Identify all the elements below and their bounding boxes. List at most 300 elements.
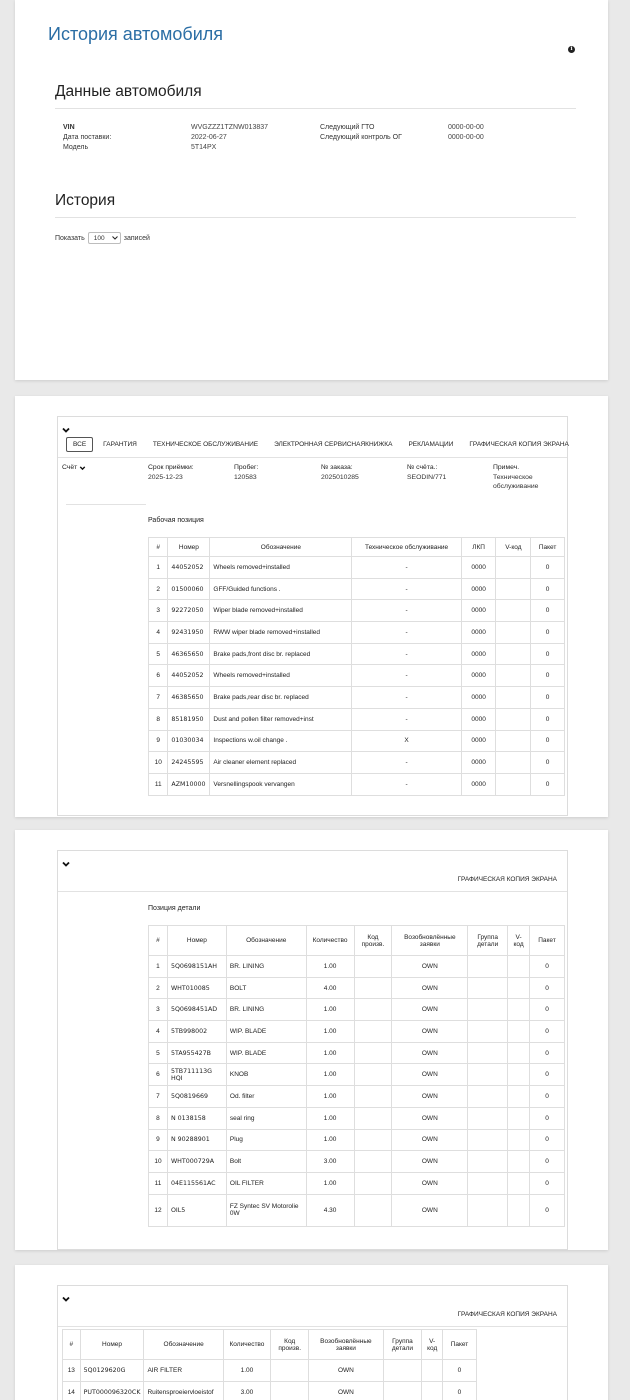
- table-cell: [354, 1172, 392, 1194]
- table-row[interactable]: [149, 1129, 565, 1151]
- table-row[interactable]: [63, 1360, 477, 1382]
- table-cell: 0000: [461, 643, 496, 665]
- parts-continued-panel: [57, 1285, 568, 1400]
- tab-bar: [66, 437, 577, 452]
- table-row[interactable]: [149, 643, 565, 665]
- table-cell: OWN: [392, 956, 468, 978]
- table-cell: OWN: [392, 1151, 468, 1173]
- table-row[interactable]: [149, 977, 565, 999]
- table-cell: 46385650: [168, 687, 210, 709]
- tab-maintenance[interactable]: ТЕХНИЧЕСКОЕ ОБСЛУЖИВАНИЕ: [152, 441, 259, 448]
- table-cell: [496, 687, 531, 709]
- vin-label: VIN: [63, 124, 75, 131]
- column-header[interactable]: ЛКП: [461, 538, 496, 557]
- table-cell: OIL5: [167, 1194, 226, 1226]
- table-cell: [496, 665, 531, 687]
- table-cell: [468, 1064, 508, 1086]
- table-cell: PUT000096320CK: [80, 1381, 144, 1400]
- table-cell: [468, 1194, 508, 1226]
- table-cell: 5Q0129620G: [80, 1360, 144, 1382]
- table-cell: [496, 752, 531, 774]
- table-cell: 01500060: [168, 578, 210, 600]
- column-header[interactable]: Количество: [223, 1330, 270, 1360]
- table-cell: 1.00: [306, 999, 354, 1021]
- tab-warranty[interactable]: ГАРАНТИЯ: [103, 441, 137, 448]
- table-cell: 10: [149, 752, 168, 774]
- table-cell: [496, 643, 531, 665]
- table-cell: 6: [149, 665, 168, 687]
- column-header[interactable]: Возобновлённые заявки: [309, 1330, 383, 1360]
- table-cell: 24245595: [168, 752, 210, 774]
- date-label: Срок приёмки:: [148, 464, 194, 471]
- table-cell: [508, 1086, 530, 1108]
- table-cell: 0: [530, 1172, 565, 1194]
- table-cell: GFF/Guided functions .: [210, 578, 352, 600]
- table-cell: 0: [530, 1042, 565, 1064]
- table-cell: 0: [530, 1086, 565, 1108]
- column-header[interactable]: Количество: [306, 926, 354, 956]
- table-cell: 8: [149, 708, 168, 730]
- table-cell: 0: [530, 1194, 565, 1226]
- table-cell: [496, 600, 531, 622]
- table-cell: 46365650: [168, 643, 210, 665]
- table-row[interactable]: [149, 665, 565, 687]
- table-cell: 0000: [461, 730, 496, 752]
- table-cell: OWN: [392, 977, 468, 999]
- table-cell: 0000: [461, 600, 496, 622]
- table-cell: 04E115561AC: [167, 1172, 226, 1194]
- table-cell: 12: [149, 1194, 168, 1226]
- table-cell: [354, 1129, 392, 1151]
- table-cell: RWW wiper blade removed+installed: [210, 622, 352, 644]
- divider: [58, 1326, 567, 1327]
- table-cell: -: [352, 557, 461, 579]
- tab-screen-copy[interactable]: ГРАФИЧЕСКАЯ КОПИЯ ЭКРАНА: [457, 1311, 557, 1318]
- divider: [66, 504, 146, 505]
- chevron-down-icon[interactable]: [62, 1295, 70, 1303]
- table-cell: [468, 1021, 508, 1043]
- table-cell: 1.00: [306, 1172, 354, 1194]
- column-header[interactable]: #: [149, 926, 168, 956]
- next-inspection-value: 0000-00-00: [448, 124, 484, 131]
- table-cell: OWN: [392, 1021, 468, 1043]
- table-cell: 92272050: [168, 600, 210, 622]
- table-cell: BR. LINING: [226, 999, 306, 1021]
- table-row[interactable]: [149, 557, 565, 579]
- table-cell: Bolt: [226, 1151, 306, 1173]
- table-cell: -: [352, 752, 461, 774]
- table-cell: 0: [531, 730, 565, 752]
- table-row[interactable]: [149, 1042, 565, 1064]
- table-cell: [422, 1360, 443, 1382]
- table-cell: OWN: [309, 1381, 383, 1400]
- column-header[interactable]: #: [149, 538, 168, 557]
- divider: [58, 891, 567, 892]
- table-cell: WHT010085: [167, 977, 226, 999]
- column-header[interactable]: Номер: [168, 538, 210, 557]
- table-cell: FZ Syntec SV Motorolie 0W: [226, 1194, 306, 1226]
- table-cell: [354, 1151, 392, 1173]
- divider: [55, 217, 576, 218]
- table-cell: [496, 578, 531, 600]
- table-cell: Ruitensproeiervloeistof: [144, 1381, 223, 1400]
- table-row[interactable]: [149, 622, 565, 644]
- table-cell: 1.00: [306, 1064, 354, 1086]
- table-cell: 4.00: [306, 977, 354, 999]
- table-cell: [468, 1129, 508, 1151]
- table-cell: 11: [149, 1172, 168, 1194]
- invoice-toggle[interactable]: [62, 463, 86, 472]
- table-cell: 3.00: [306, 1151, 354, 1173]
- vehicle-card: [15, 0, 608, 380]
- tab-screen-copy[interactable]: ГРАФИЧЕСКАЯ КОПИЯ ЭКРАНА: [457, 876, 557, 883]
- table-cell: 0: [530, 1107, 565, 1129]
- table-cell: [354, 1064, 392, 1086]
- table-cell: Wheels removed+installed: [210, 665, 352, 687]
- table-cell: 01030034: [168, 730, 210, 752]
- table-cell: 2: [149, 977, 168, 999]
- table-cell: OWN: [392, 1129, 468, 1151]
- table-cell: X: [352, 730, 461, 752]
- table-cell: 5TB711113G HQI: [167, 1064, 226, 1086]
- column-header[interactable]: Возобновлённые заявки: [392, 926, 468, 956]
- parts-panel: [57, 850, 568, 1250]
- table-cell: 0000: [461, 557, 496, 579]
- table-row[interactable]: [149, 752, 565, 774]
- table-cell: 4: [149, 622, 168, 644]
- table-cell: 9: [149, 1129, 168, 1151]
- table-cell: [508, 1021, 530, 1043]
- table-cell: KNOB: [226, 1064, 306, 1086]
- parts-title: Позиция детали: [148, 905, 201, 912]
- note-value-line1: Техническое: [493, 474, 533, 481]
- table-cell: 0000: [461, 708, 496, 730]
- table-cell: BOLT: [226, 977, 306, 999]
- table-cell: 8: [149, 1107, 168, 1129]
- table-cell: [271, 1360, 309, 1382]
- table-cell: OWN: [392, 1172, 468, 1194]
- table-cell: [508, 1194, 530, 1226]
- table-row[interactable]: [149, 1021, 565, 1043]
- table-cell: seal ring: [226, 1107, 306, 1129]
- note-label: Примеч.: [493, 464, 520, 471]
- table-cell: [508, 1064, 530, 1086]
- table-cell: OWN: [392, 1194, 468, 1226]
- column-header[interactable]: Пакет: [442, 1330, 476, 1360]
- parts-card: [15, 830, 608, 1250]
- table-cell: 44052052: [168, 557, 210, 579]
- history-section-title: История: [55, 192, 116, 209]
- table-row[interactable]: [149, 687, 565, 709]
- table-cell: [496, 557, 531, 579]
- table-cell: 0000: [461, 773, 496, 795]
- table-cell: 3: [149, 600, 168, 622]
- table-cell: 2: [149, 578, 168, 600]
- table-cell: [354, 1042, 392, 1064]
- table-cell: [354, 1194, 392, 1226]
- table-cell: 44052052: [168, 665, 210, 687]
- model-value: 5T14PX: [191, 144, 217, 151]
- table-cell: [468, 1042, 508, 1064]
- table-cell: 0: [531, 557, 565, 579]
- table-cell: -: [352, 687, 461, 709]
- table-cell: 0: [531, 687, 565, 709]
- table-row[interactable]: [149, 956, 565, 978]
- table-cell: [496, 773, 531, 795]
- table-cell: 13: [63, 1360, 81, 1382]
- table-cell: [496, 730, 531, 752]
- column-header[interactable]: Номер: [167, 926, 226, 956]
- date-value: 2025-12-23: [148, 474, 183, 481]
- table-cell: OWN: [392, 1064, 468, 1086]
- column-header[interactable]: Обозначение: [144, 1330, 223, 1360]
- table-cell: [468, 1172, 508, 1194]
- table-cell: 7: [149, 1086, 168, 1108]
- table-cell: 1.00: [223, 1360, 270, 1382]
- table-cell: Wiper blade removed+installed: [210, 600, 352, 622]
- table-cell: 0: [531, 708, 565, 730]
- table-cell: OWN: [392, 1042, 468, 1064]
- table-cell: [354, 999, 392, 1021]
- service-record-card: [15, 396, 608, 817]
- table-cell: [508, 1151, 530, 1173]
- table-cell: 5: [149, 643, 168, 665]
- table-cell: 0: [442, 1360, 476, 1382]
- chevron-down-icon: [112, 236, 118, 240]
- mileage-label: Пробег:: [234, 464, 259, 471]
- table-cell: [354, 1021, 392, 1043]
- table-cell: [468, 1151, 508, 1173]
- parts-continued-table: [62, 1329, 477, 1400]
- table-row[interactable]: [63, 1381, 477, 1400]
- column-header[interactable]: Техническое обслуживание: [352, 538, 461, 557]
- delivery-label: Дата поставки:: [63, 134, 112, 141]
- table-cell: 0000: [461, 752, 496, 774]
- table-cell: 92431950: [168, 622, 210, 644]
- column-header[interactable]: V-код: [422, 1330, 443, 1360]
- table-cell: Od. filter: [226, 1086, 306, 1108]
- table-cell: 5TA955427B: [167, 1042, 226, 1064]
- table-cell: 0: [531, 578, 565, 600]
- table-cell: 0: [531, 752, 565, 774]
- table-cell: [468, 977, 508, 999]
- table-cell: 0: [530, 1064, 565, 1086]
- table-cell: N 90288901: [167, 1129, 226, 1151]
- table-cell: [383, 1360, 422, 1382]
- service-record-panel: [57, 416, 568, 816]
- column-header[interactable]: V-код: [496, 538, 531, 557]
- table-cell: 5Q0698451AD: [167, 999, 226, 1021]
- table-cell: 0000: [461, 622, 496, 644]
- model-label: Модель: [63, 144, 89, 151]
- table-cell: OWN: [392, 1086, 468, 1108]
- table-row[interactable]: [149, 600, 565, 622]
- table-cell: 0: [530, 1021, 565, 1043]
- table-cell: 1.00: [306, 1021, 354, 1043]
- table-cell: 4: [149, 1021, 168, 1043]
- table-cell: -: [352, 665, 461, 687]
- table-cell: 1: [149, 557, 168, 579]
- order-label: № заказа:: [321, 464, 353, 471]
- table-cell: [508, 1042, 530, 1064]
- table-cell: 11: [149, 773, 168, 795]
- tab-service-book[interactable]: ЭЛЕКТРОННАЯ СЕРВИСНАЯКНИЖКА: [274, 441, 393, 448]
- table-cell: 1.00: [306, 1107, 354, 1129]
- next-emission-value: 0000-00-00: [448, 134, 484, 141]
- table-cell: Air cleaner element replaced: [210, 752, 352, 774]
- table-cell: [508, 1107, 530, 1129]
- table-cell: [422, 1381, 443, 1400]
- records-label: записей: [123, 234, 150, 242]
- table-cell: 0: [530, 977, 565, 999]
- table-cell: -: [352, 643, 461, 665]
- table-cell: OIL FILTER: [226, 1172, 306, 1194]
- table-row[interactable]: [149, 773, 565, 795]
- info-icon[interactable]: i: [568, 46, 575, 53]
- chevron-down-icon[interactable]: [62, 860, 70, 868]
- table-cell: 0: [531, 773, 565, 795]
- table-cell: Brake pads,rear disc br. replaced: [210, 687, 352, 709]
- table-cell: -: [352, 622, 461, 644]
- table-row[interactable]: [149, 999, 565, 1021]
- column-header[interactable]: Обозначение: [226, 926, 306, 956]
- table-cell: [496, 622, 531, 644]
- column-header[interactable]: Обозначение: [210, 538, 352, 557]
- page-length-value: 100: [93, 234, 105, 242]
- table-cell: Plug: [226, 1129, 306, 1151]
- table-cell: 10: [149, 1151, 168, 1173]
- table-cell: 0000: [461, 578, 496, 600]
- table-cell: AZM10000: [168, 773, 210, 795]
- column-header[interactable]: Пакет: [530, 926, 565, 956]
- table-cell: [508, 999, 530, 1021]
- table-cell: OWN: [392, 1107, 468, 1129]
- table-cell: [496, 708, 531, 730]
- table-cell: 1: [149, 956, 168, 978]
- table-cell: 5Q0819669: [167, 1086, 226, 1108]
- table-row[interactable]: [149, 708, 565, 730]
- next-inspection-label: Следующий ГТО: [320, 124, 375, 131]
- table-cell: WHT000729A: [167, 1151, 226, 1173]
- parts-continued-card: [15, 1265, 608, 1400]
- table-row[interactable]: [149, 1172, 565, 1194]
- table-cell: [508, 956, 530, 978]
- tab-screen-copy[interactable]: ГРАФИЧЕСКАЯ КОПИЯ ЭКРАНА: [469, 441, 569, 448]
- table-cell: 85181950: [168, 708, 210, 730]
- table-cell: [468, 1086, 508, 1108]
- vin-value: WVGZZZ1TZNW013837: [191, 124, 269, 131]
- table-cell: [271, 1381, 309, 1400]
- page-title: История автомобиля: [48, 24, 224, 44]
- table-cell: [508, 977, 530, 999]
- table-row[interactable]: [149, 730, 565, 752]
- table-cell: WIP. BLADE: [226, 1021, 306, 1043]
- labour-title: Рабочая позиция: [148, 517, 204, 524]
- table-row[interactable]: [149, 578, 565, 600]
- table-cell: N 0138158: [167, 1107, 226, 1129]
- table-cell: [354, 1107, 392, 1129]
- table-row[interactable]: [149, 1107, 565, 1129]
- tab-claims[interactable]: РЕКЛАМАЦИИ: [408, 441, 454, 448]
- table-cell: OWN: [309, 1360, 383, 1382]
- table-cell: BR. LINING: [226, 956, 306, 978]
- table-cell: 4.30: [306, 1194, 354, 1226]
- invoice-no-label: № счёта.:: [407, 464, 438, 471]
- column-header[interactable]: Пакет: [531, 538, 565, 557]
- table-cell: 0000: [461, 665, 496, 687]
- table-cell: [468, 1107, 508, 1129]
- column-header[interactable]: Группа детали: [383, 1330, 422, 1360]
- table-cell: 0: [530, 999, 565, 1021]
- table-cell: 0: [530, 1129, 565, 1151]
- tab-all[interactable]: ВСЕ: [66, 437, 93, 452]
- table-cell: 14: [63, 1381, 81, 1400]
- table-cell: 3.00: [223, 1381, 270, 1400]
- table-cell: 0: [530, 1151, 565, 1173]
- mileage-value: 120583: [234, 474, 257, 481]
- table-cell: 1.00: [306, 1086, 354, 1108]
- column-header[interactable]: Группа детали: [468, 926, 508, 956]
- divider: [58, 457, 567, 458]
- table-cell: 5TB998002: [167, 1021, 226, 1043]
- chevron-down-icon[interactable]: [62, 426, 70, 434]
- chevron-down-icon: [79, 465, 86, 471]
- table-cell: -: [352, 708, 461, 730]
- table-cell: 6: [149, 1064, 168, 1086]
- table-cell: 0: [531, 622, 565, 644]
- parts-table: [148, 925, 565, 1227]
- table-cell: 5Q0698151AH: [167, 956, 226, 978]
- table-cell: [354, 977, 392, 999]
- table-cell: OWN: [392, 999, 468, 1021]
- labour-table: [148, 537, 565, 796]
- vehicle-section-title: Данные автомобиля: [55, 83, 202, 100]
- table-cell: [508, 1172, 530, 1194]
- delivery-value: 2022-06-27: [191, 134, 227, 141]
- column-header[interactable]: #: [63, 1330, 81, 1360]
- table-cell: Dust and pollen filter removed+inst: [210, 708, 352, 730]
- table-cell: -: [352, 600, 461, 622]
- page-length-select[interactable]: [88, 232, 121, 244]
- table-cell: AIR FILTER: [144, 1360, 223, 1382]
- divider: [55, 108, 576, 109]
- note-value-line2: обслуживание: [493, 483, 539, 490]
- table-cell: Wheels removed+installed: [210, 557, 352, 579]
- table-cell: 0: [531, 600, 565, 622]
- table-cell: Brake pads,front disc br. replaced: [210, 643, 352, 665]
- table-row[interactable]: [149, 1151, 565, 1173]
- column-header[interactable]: Код произв.: [271, 1330, 309, 1360]
- table-row[interactable]: [149, 1194, 565, 1226]
- column-header[interactable]: V-код: [508, 926, 530, 956]
- table-cell: 3: [149, 999, 168, 1021]
- invoice-label: Счёт: [62, 464, 78, 471]
- order-value: 2025010285: [321, 474, 359, 481]
- table-cell: [354, 956, 392, 978]
- column-header[interactable]: Номер: [80, 1330, 144, 1360]
- next-emission-label: Следующий контроль ОГ: [320, 134, 402, 141]
- table-cell: [508, 1129, 530, 1151]
- table-cell: 0000: [461, 687, 496, 709]
- table-cell: [468, 956, 508, 978]
- table-cell: 0: [530, 956, 565, 978]
- table-row[interactable]: [149, 1064, 565, 1086]
- column-header[interactable]: Код произв.: [354, 926, 392, 956]
- table-cell: 0: [442, 1381, 476, 1400]
- table-row[interactable]: [149, 1086, 565, 1108]
- table-cell: 1.00: [306, 956, 354, 978]
- page-length-control: [55, 232, 150, 244]
